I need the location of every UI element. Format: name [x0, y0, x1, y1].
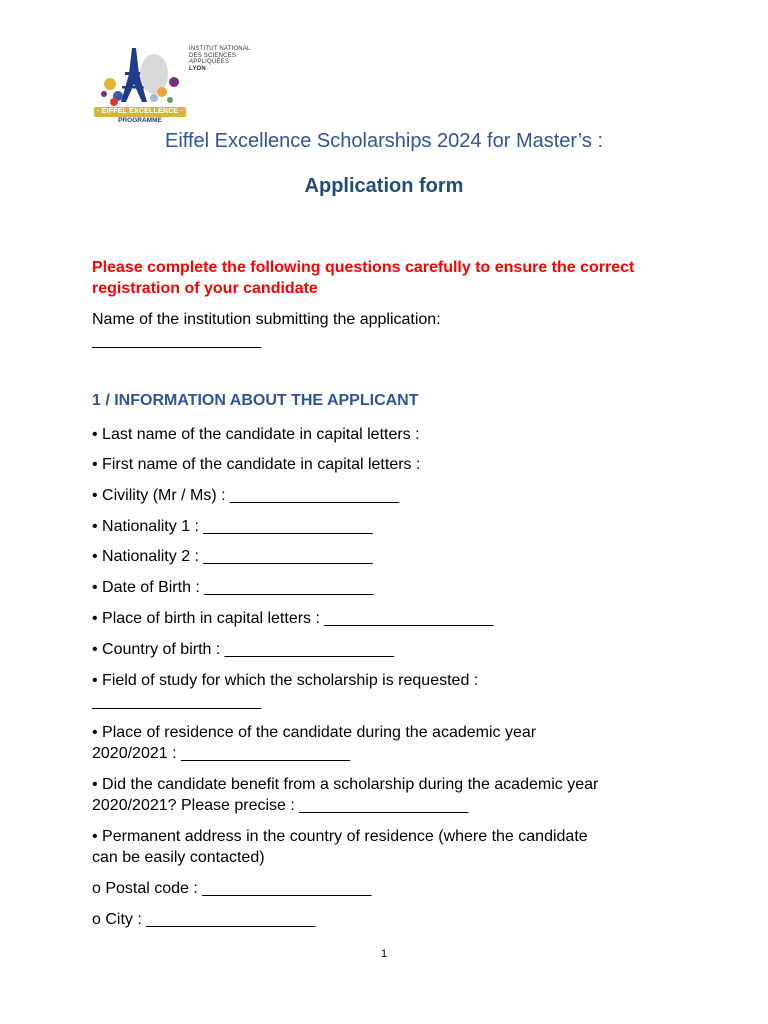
page-number: 1 [380, 948, 388, 960]
institution-blank: ___________________ [92, 332, 262, 349]
field-previous-scholarship-detail: 2020/2021? Please precise : ___________________ [92, 797, 469, 814]
field-field-of-study: • Field of study for which the scholarship is requested : [92, 672, 479, 689]
field-city: o City : ___________________ [92, 911, 316, 928]
logo-programme: PROGRAMME [118, 117, 162, 124]
institution-label: Name of the institution submitting the application: [92, 311, 441, 328]
field-country-of-birth: • Country of birth : ___________________ [92, 641, 394, 658]
field-nationality-2: • Nationality 2 : ___________________ [92, 548, 373, 565]
intro-instructions: Please complete the following questions carefully to ensure the correct registration of your candidate [92, 259, 635, 297]
field-nationality-1: • Nationality 1 : ___________________ [92, 518, 373, 535]
field-previous-scholarship: • Did the candidate benefit from a scholarship during the academic year [92, 776, 599, 793]
field-first-name: • First name of the candidate in capital letters : [92, 456, 421, 473]
field-postal-code: o Postal code : ___________________ [92, 880, 372, 897]
institute-line: APPLIQUÉES [189, 59, 230, 66]
field-date-of-birth: • Date of Birth : ___________________ [92, 579, 374, 596]
eiffel-tower-graphic [92, 44, 188, 108]
page-subtitle: Application form [304, 175, 464, 197]
field-residence: • Place of residence of the candidate during the academic year [92, 724, 537, 741]
institute-line: DES SCIENCES [189, 52, 237, 59]
eiffel-excellence-logo [92, 44, 254, 122]
institute-line: LYON [189, 65, 206, 72]
institute-line: INSTITUT NATIONAL [189, 46, 251, 52]
field-permanent-address-note: can be easily contacted) [92, 849, 265, 866]
field-civility: • Civility (Mr / Ms) : ___________________ [92, 487, 400, 504]
institute-name [189, 46, 251, 72]
section-heading: 1 / INFORMATION ABOUT THE APPLICANT [92, 392, 419, 409]
field-place-of-birth: • Place of birth in capital letters : ___________________ [92, 610, 494, 627]
field-permanent-address: • Permanent address in the country of residence (where the candidate [92, 828, 588, 845]
field-residence-year: 2020/2021 : ___________________ [92, 745, 351, 762]
field-last-name: • Last name of the candidate in capital letters : [92, 426, 420, 443]
field-field-of-study-blank: ___________________ [92, 693, 262, 710]
page-title: Eiffel Excellence Scholarships 2024 for Master’s : [165, 130, 603, 152]
logo-banner: · EIFFEL EXCELLENCE · [94, 107, 186, 117]
